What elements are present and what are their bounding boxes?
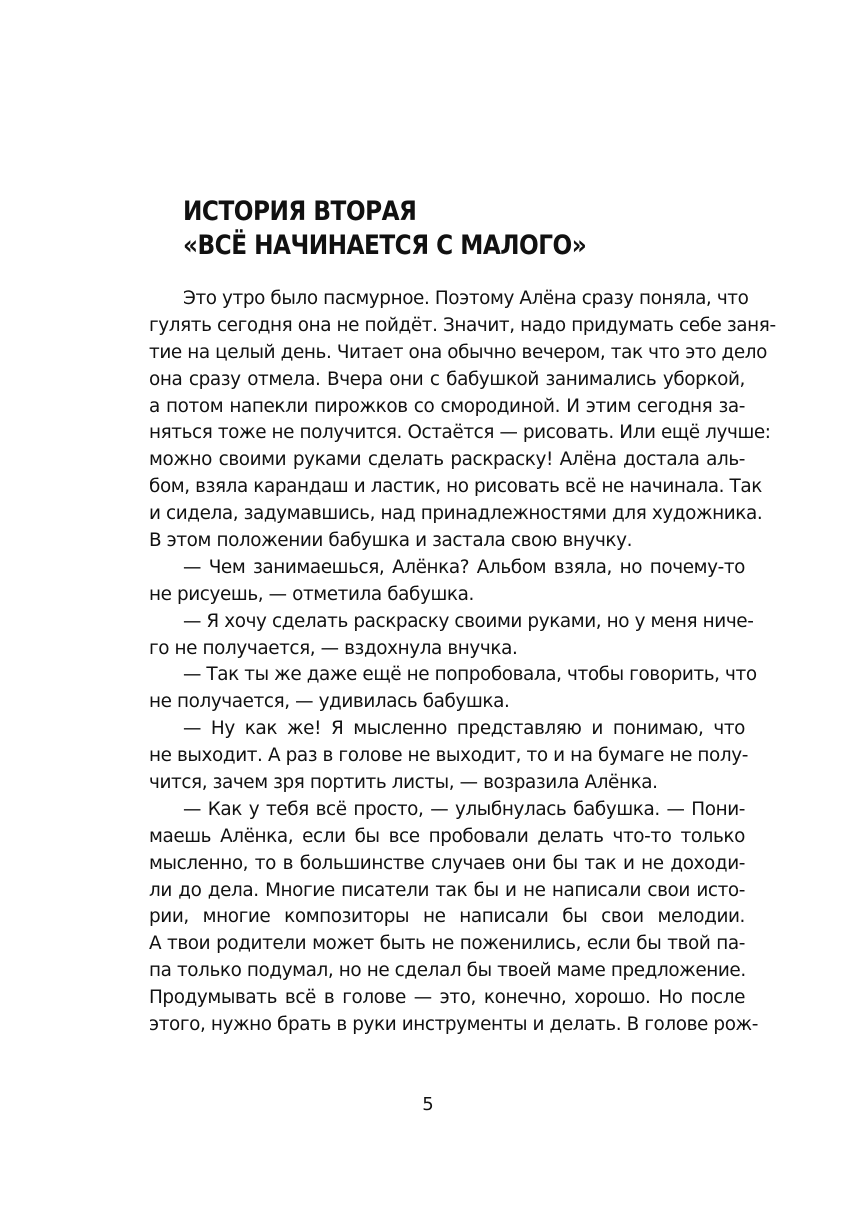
text-line: этого, нужно брать в руки инструменты и делать. В голове рож- [149, 1014, 758, 1036]
text-line: Это утро было пасмурное. Поэтому Алёна сразу поняла, что [183, 288, 749, 309]
text-line: — Как у тебя всё просто, — улыбнулась бабушка. — Пони- [183, 798, 745, 820]
text-line: ли до дела. Многие писатели так бы и не написали свои исто- [149, 879, 745, 901]
text-line: а потом напекли пирожков со смородиной. И этим сегодня за- [149, 395, 745, 417]
text-line: она сразу отмела. Вчера они с бабушкой занимались уборкой, [149, 368, 745, 390]
paragraph [149, 662, 757, 716]
text-line: тие на целый день. Читает она обычно вечером, так что это дело [149, 341, 767, 363]
text-line: няться тоже не получится. Остаётся — рисовать. Или ещё лучше: [149, 422, 771, 444]
text-line: А твои родители может быть не поженились, если бы твой па- [149, 933, 745, 955]
paragraph [149, 716, 748, 797]
text-line: па только подумал, но не сделал бы твоей маме предложение. [149, 960, 746, 982]
text-line: и сидела, задумавшись, над принадлежностями для художника. [149, 503, 763, 525]
text-line: Продумывать всё в голове — это, конечно, хорошо. Но после [149, 987, 745, 1009]
text-line: — Чем занимаешься, Алёнка? Альбом взяла, но почему-то [183, 556, 745, 578]
text-line: — Ну как же! Я мысленно представляю и понимаю, что [183, 718, 745, 740]
paragraph [149, 286, 776, 555]
text-line: не рисуешь, — отметила бабушка. [149, 583, 474, 605]
text-line: — Так ты же даже ещё не попробовала, чтобы говорить, что [183, 664, 757, 686]
text-line: не получается, — удивилась бабушка. [149, 691, 510, 713]
text-line: рии, многие композиторы не написали бы свои мелодии. [149, 906, 745, 928]
text-line: бом, взяла карандаш и ластик, но рисовать всё не начинала. Так [149, 476, 762, 498]
text-line: гулять сегодня она не пойдёт. Значит, надо придумать себе заня- [149, 314, 776, 336]
body-text [149, 286, 776, 1039]
paragraph [149, 797, 758, 1039]
page-number: 5 [422, 1094, 434, 1115]
paragraph [149, 609, 754, 663]
text-line: можно своими руками сделать раскраску! Алёна достала аль- [149, 449, 745, 471]
text-line: — Я хочу сделать раскраску своими руками, но у меня ниче- [183, 610, 754, 632]
text-line: го не получается, — вздохнула внучка. [149, 637, 518, 659]
text-line: маешь Алёнка, если бы все пробовали делать что-то только [149, 825, 745, 847]
paragraph [149, 555, 745, 609]
text-line: чится, зачем зря портить листы, — возразила Алёнка. [149, 772, 658, 794]
chapter-title [183, 195, 586, 263]
text-line: мысленно, то в большинстве случаев они бы так и не доходи- [149, 852, 745, 874]
chapter-title-line-2: «ВСЁ НАЧИНАЕТСЯ С МАЛОГО» [183, 230, 587, 261]
chapter-title-line-1: ИСТОРИЯ ВТОРАЯ [183, 196, 417, 227]
text-line: не выходит. А раз в голове не выходит, то и на бумаге не полу- [149, 745, 748, 767]
text-line: В этом положении бабушка и застала свою внучку. [149, 530, 633, 552]
